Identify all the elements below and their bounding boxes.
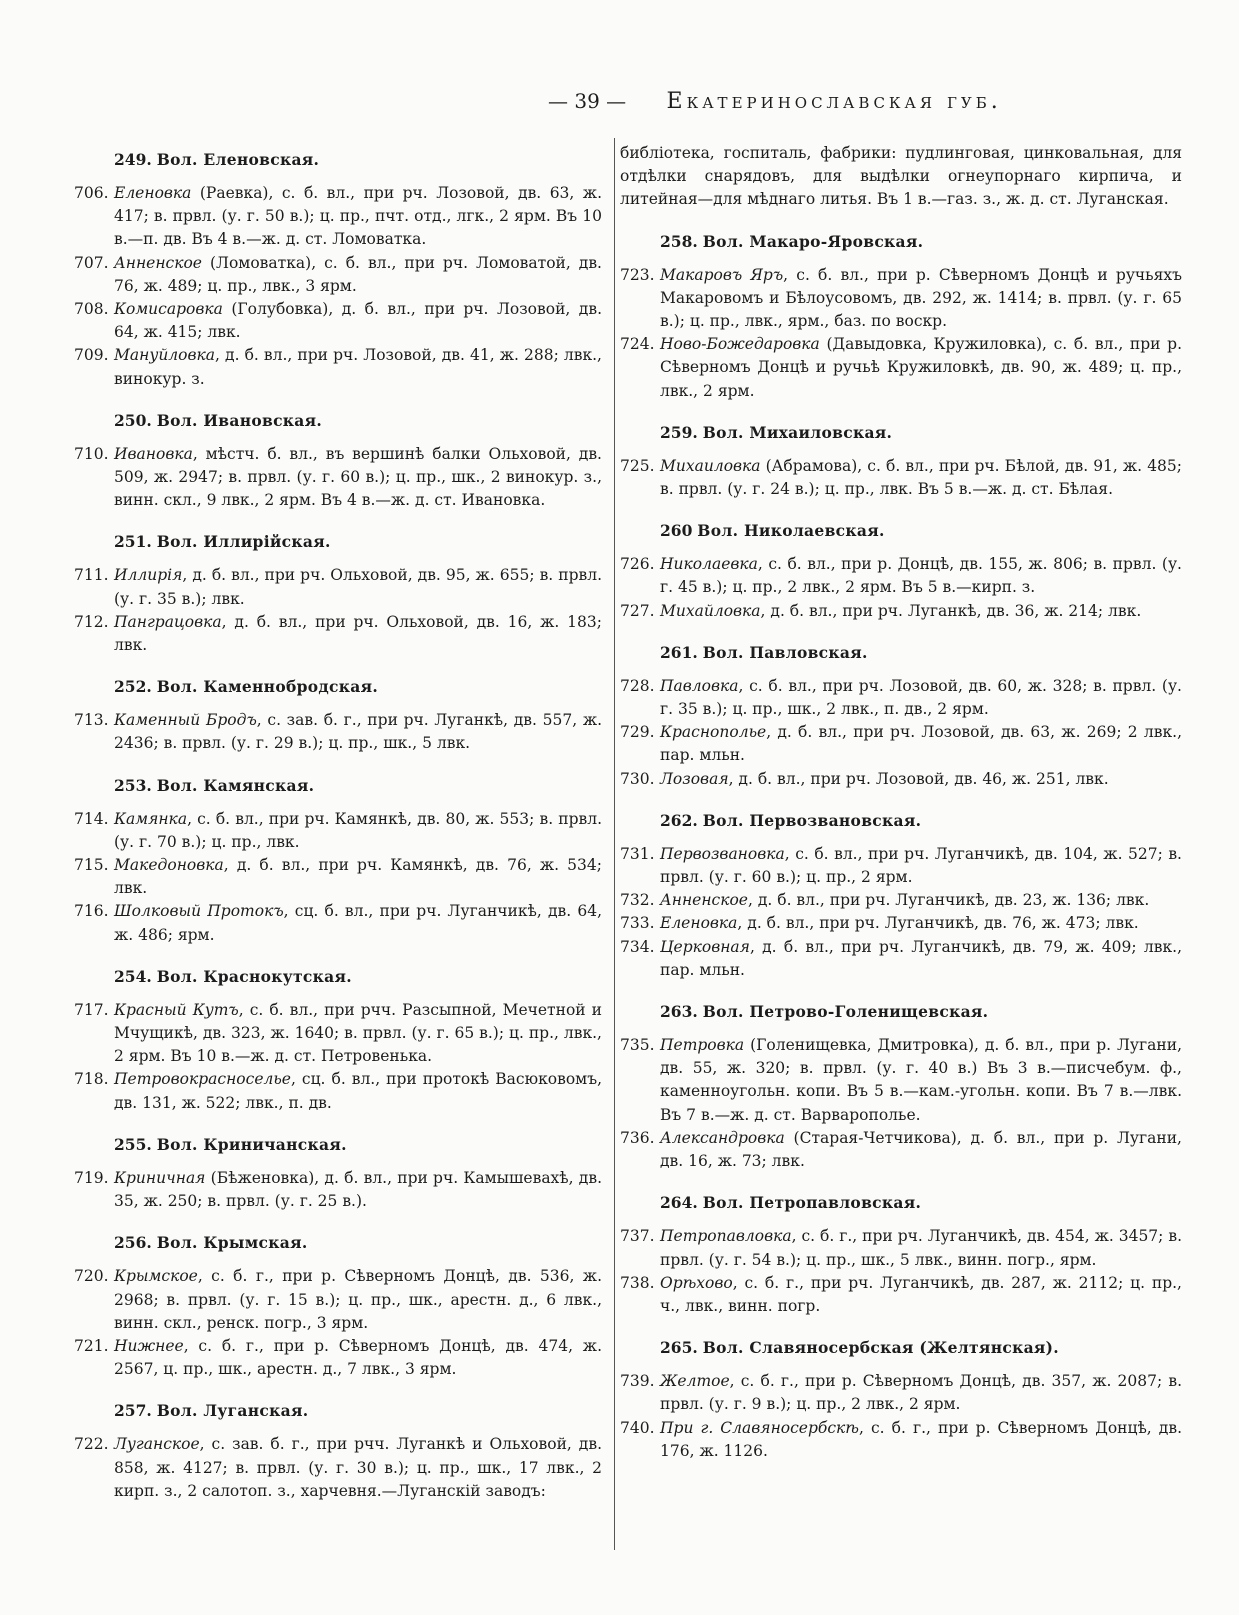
settlement-name: Петровокрасноселье <box>114 1070 291 1089</box>
volost-section <box>74 530 602 657</box>
volost-heading <box>74 675 602 699</box>
settlement-description: (Голенищевка, Дмитровка), д. б. вл., при р. Лугани, дв. 55, ж. 320; в. првл. (у. г. 40 в.) Въ 3 в.—писчебум. ф., каменноугольн. копи. Въ 5 в.—кам.-угольн. копи. Въ 7 в.—лвк. Въ 7 в.—ж. д. ст. Варварополье. <box>660 1036 1182 1124</box>
settlement-entry <box>74 1265 602 1335</box>
volost-heading <box>74 409 602 433</box>
settlement-entry <box>74 298 602 344</box>
entry-number: 712. <box>74 612 109 631</box>
volost-number: 252. <box>114 677 152 697</box>
entry-number: 708. <box>74 300 109 319</box>
entry-number: 733. <box>620 914 655 933</box>
volost-name: Вол. Криничанская. <box>156 1134 347 1154</box>
entry-number: 725. <box>620 456 655 475</box>
settlement-entry <box>74 808 602 854</box>
entry-number: 714. <box>74 809 109 828</box>
settlement-description: (Голубовка), д. б. вл., при рч. Лозовой, дв. 64, ж. 415; лвк. <box>114 300 602 342</box>
volost-section <box>74 1399 602 1503</box>
settlement-description: (Бѣженовка), д. б. вл., при рч. Камышевахѣ, дв. 35, ж. 250; в. првл. (у. г. 25 в.). <box>114 1168 602 1211</box>
settlement-name: Павловка <box>660 676 739 695</box>
volost-number: 250. <box>114 410 152 430</box>
entry-number: 737. <box>620 1227 655 1246</box>
settlement-description: , с. б. г., при р. Сѣверномъ Донцѣ, дв. 176, ж. 1126. <box>660 1418 1182 1460</box>
settlement-name: При г. Славяносербскѣ <box>660 1418 859 1437</box>
entry-number: 718. <box>74 1070 109 1089</box>
settlement-description: , с. б. г., при р. Сѣверномъ Донцѣ, дв. 357, ж. 2087; в. првл. (у. г. 9 в.); ц. пр., 2 лвк., 2 ярм. <box>660 1372 1182 1414</box>
settlement-description: (Давыдовка, Кружиловка), с. б. вл., при р. Сѣверномъ Донцѣ и ручьѣ Кружиловкѣ, дв. 90, ж. 489; ц. пр., лвк., 2 ярм. <box>660 335 1182 400</box>
volost-number: 261. <box>660 642 698 662</box>
settlement-entry <box>620 1034 1182 1127</box>
settlement-name: Мануйловка <box>114 346 216 365</box>
settlement-name: Каменный Бродъ <box>114 711 257 730</box>
settlement-name: Орѣхово <box>660 1273 733 1292</box>
settlement-entry <box>620 843 1182 889</box>
volost-heading <box>74 965 602 989</box>
settlement-description: , д. б. вл., при рч. Лозовой, дв. 41, ж. 288; лвк., винокур. з. <box>114 346 602 388</box>
settlement-name: Ново-Божедаровка <box>660 335 820 354</box>
settlement-description: (Ломоватка), с. б. вл., при рч. Ломоватой, дв. 76, ж. 489; ц. пр., лвк., 3 ярм. <box>114 253 602 295</box>
entry-number: 711. <box>74 566 109 585</box>
settlement-entry <box>620 264 1182 334</box>
right-column <box>620 142 1182 1481</box>
volost-heading <box>620 421 1182 445</box>
settlement-description: , д. б. вл., при рч. Ольховой, дв. 95, ж. 655; в. првл. (у. г. 35 в.); лвк. <box>114 566 602 608</box>
volost-name: Вол. Петропавловская. <box>702 1193 922 1213</box>
settlement-entry <box>74 611 602 657</box>
entry-number: 720. <box>74 1267 109 1286</box>
settlement-description: , с. б. вл., при рч. Лозовой, дв. 60, ж. 328; в. првл. (у. г. 35 в.); ц. пр., шк., 2 лвк., п. дв., 2 ярм. <box>660 676 1182 719</box>
settlement-description: , д. б. вл., при рч. Камянкѣ, дв. 76, ж. 534; лвк. <box>114 856 602 898</box>
volost-name: Вол. Славяносербская (Желтянская). <box>702 1338 1059 1358</box>
entry-number: 728. <box>620 676 655 695</box>
volost-number: 262. <box>660 810 698 830</box>
settlement-description: , с. зав. б. г., при рчч. Луганкѣ и Ольховой, дв. 858, ж. 4127; в. првл. (у. г. 30 в.); ц. пр., шк., 17 лвк., 2 кирп. з., 2 салотоп. з., харчевня.—Луганскій заводъ: <box>114 1435 602 1500</box>
entry-number: 709. <box>74 346 109 365</box>
volost-number: 257. <box>114 1401 152 1421</box>
volost-heading <box>620 809 1182 833</box>
volost-number: 254. <box>114 966 152 986</box>
volost-section <box>620 421 1182 501</box>
entry-number: 715. <box>74 856 109 875</box>
volost-name: Вол. Иллирійская. <box>156 532 331 552</box>
settlement-entry <box>74 1068 602 1114</box>
settlement-description: , с. б. вл., при рч. Камянкѣ, дв. 80, ж. 553; в. првл. (у. г. 70 в.); ц. пр., лвк. <box>114 809 602 851</box>
volost-name: Вол. Николаевская. <box>697 521 885 541</box>
settlement-name: Комисаровка <box>114 300 223 319</box>
volost-number: 249. <box>114 150 152 169</box>
settlement-description: , д. б. вл., при рч. Луганчикѣ, дв. 76, ж. 473; лвк. <box>737 914 1139 933</box>
volost-section <box>74 148 602 391</box>
settlement-entry <box>620 1272 1182 1318</box>
settlement-entry <box>74 344 602 390</box>
settlement-name: Камянка <box>114 809 188 828</box>
settlement-entry <box>620 1225 1182 1271</box>
settlement-name: Красный Кутъ <box>114 1000 239 1019</box>
settlement-name: Михайловка <box>660 601 761 620</box>
settlement-name: Македоновка <box>114 856 224 875</box>
settlement-description: , с. б. вл., при р. Сѣверномъ Донцѣ и ручьяхъ Макаровомъ и Бѣлоусовомъ, дв. 292, ж. 1414; в. првл. (у. г. 65 в.); ц. пр., лвк., ярм., баз. по воскр. <box>660 265 1183 331</box>
settlement-entry <box>620 1370 1182 1416</box>
volost-name: Вол. Первозвановская. <box>702 810 922 830</box>
entry-number: 739. <box>620 1372 655 1391</box>
volost-section <box>620 809 1182 982</box>
settlement-name: Анненское <box>660 891 748 910</box>
settlement-name: Краснополье <box>660 723 767 742</box>
entry-number: 717. <box>74 1000 109 1019</box>
settlement-entry <box>620 553 1182 599</box>
settlement-entry <box>74 999 602 1069</box>
volost-heading <box>620 1191 1182 1215</box>
entry-number: 730. <box>620 769 655 788</box>
settlement-name: Еленовка <box>660 914 738 933</box>
settlement-name: Желтое <box>660 1372 730 1391</box>
settlement-name: Шолковый Протокъ <box>114 902 284 921</box>
volost-heading <box>620 1000 1182 1024</box>
volost-name: Вол. Крымская. <box>156 1233 308 1253</box>
settlement-entry <box>74 1433 602 1503</box>
settlement-entry <box>74 854 602 900</box>
volost-section <box>74 1133 602 1213</box>
volost-section <box>620 1191 1182 1318</box>
volost-name: Вол. Каменнобродская. <box>156 677 379 697</box>
volost-name: Вол. Еленовская. <box>156 150 320 169</box>
volost-heading <box>74 1133 602 1157</box>
settlement-description: , д. б. вл., при рч. Луганкѣ, дв. 36, ж. 214; лвк. <box>760 601 1142 620</box>
entry-number: 713. <box>74 711 109 730</box>
settlement-entry <box>74 443 602 513</box>
entry-number: 726. <box>620 555 655 574</box>
settlement-name: Иллирія <box>114 566 183 585</box>
volost-heading <box>74 1231 602 1255</box>
settlement-name: Михаиловка <box>660 456 761 475</box>
right-column-sections <box>620 230 1182 1463</box>
settlement-entry <box>620 455 1182 501</box>
volost-section <box>74 1231 602 1381</box>
volost-section <box>74 965 602 1115</box>
entry-number: 707. <box>74 253 109 272</box>
settlement-description: , сц. б. вл., при рч. Луганчикѣ, дв. 64, ж. 486; ярм. <box>114 902 603 944</box>
settlement-description: , с. зав. б. г., при рч. Луганкѣ, дв. 557, ж. 2436; в. првл. (у. г. 29 в.); ц. пр., шк., 5 лвк. <box>114 711 603 753</box>
volost-heading <box>74 148 602 172</box>
volost-name: Вол. Павловская. <box>702 642 868 662</box>
volost-section <box>74 675 602 755</box>
entry-number: 721. <box>74 1336 109 1355</box>
settlement-description: , с. б. г., при рч. Луганчикѣ, дв. 287, ж. 2112; ц. пр., ч., лвк., винн. погр. <box>660 1273 1182 1315</box>
entry-number: 710. <box>74 444 109 463</box>
entry-number: 732. <box>620 891 655 910</box>
settlement-name: Первозвановка <box>660 844 785 863</box>
entry-number: 727. <box>620 601 655 620</box>
entry-number: 738. <box>620 1273 655 1292</box>
settlement-name: Луганское <box>114 1435 200 1454</box>
settlement-description: , д. б. вл., при рч. Лозовой, дв. 46, ж. 251, лвк. <box>728 769 1109 788</box>
volost-heading <box>620 641 1182 665</box>
settlement-description: , д. б. вл., при рч. Луганчикѣ, дв. 79, ж. 409; лвк., пар. мльн. <box>660 937 1182 979</box>
page-number: — 39 — <box>548 89 627 113</box>
entry-number: 724. <box>620 335 655 354</box>
settlement-entry <box>74 1335 602 1381</box>
settlement-name: Лозовая <box>660 769 729 788</box>
settlement-description: (Абрамова), с. б. вл., при рч. Бѣлой, дв. 91, ж. 485; в. првл. (у. г. 24 в.); ц. пр., лвк. Въ 5 в.—ж. д. ст. Бѣлая. <box>660 456 1182 499</box>
volost-section <box>620 1336 1182 1463</box>
settlement-name: Петровка <box>660 1036 745 1055</box>
settlement-name: Церковная <box>660 937 750 956</box>
volost-name: Вол. Макаро-Яровская. <box>702 231 924 251</box>
volost-name: Вол. Краснокутская. <box>156 966 352 986</box>
entry-number: 736. <box>620 1128 655 1147</box>
continued-entry-text: библіотека, госпиталь, фабрики: пудлинговая, цинковальная, для отдѣлки снарядовъ, для выдѣлки огнеупорнаго кирпича, и литейная—для мѣднаго литья. Въ 1 в.—газ. з., ж. д. ст. Луганская. <box>620 144 1182 209</box>
volost-section <box>620 1000 1182 1173</box>
column-divider <box>614 138 615 1550</box>
entry-number: 722. <box>74 1435 109 1454</box>
entry-number: 735. <box>620 1036 655 1055</box>
entry-number: 723. <box>620 265 655 284</box>
entry-number: 731. <box>620 844 655 863</box>
volost-number: 263. <box>660 1002 698 1022</box>
volost-number: 260 <box>660 521 693 541</box>
settlement-description: , с. б. вл., при рчч. Разсыпной, Мечетной и Мчущикѣ, дв. 323, ж. 1640; в. првл. (у. г. 65 в.); ц. пр., лвк., 2 ярм. Въ 10 в.—ж. д. ст. Петровенька. <box>114 1000 602 1066</box>
settlement-name: Анненское <box>114 253 202 272</box>
volost-name: Вол. Луганская. <box>156 1401 309 1421</box>
settlement-entry <box>620 1417 1182 1463</box>
settlement-description: , мѣстч. б. вл., въ вершинѣ балки Ольховой, дв. 509, ж. 2947; в. првл. (у. г. 60 в.); ц. пр., шк., 2 винокур. з., винн. скл., 9 лвк., 2 ярм. Въ 4 в.—ж. д. ст. Ивановка. <box>114 444 602 510</box>
settlement-entry <box>620 912 1182 935</box>
settlement-entry <box>74 900 602 946</box>
settlement-description: , д. б. вл., при рч. Луганчикѣ, дв. 23, ж. 136; лвк. <box>747 891 1150 910</box>
settlement-entry <box>74 252 602 298</box>
settlement-name: Криничная <box>114 1168 206 1187</box>
settlement-name: Крымское <box>114 1267 198 1286</box>
volost-heading <box>74 530 602 554</box>
volost-number: 265. <box>660 1338 698 1358</box>
volost-number: 258. <box>660 231 698 251</box>
settlement-description: , сц. б. вл., при протокѣ Васюковомъ, дв. 131, ж. 522; лвк., п. дв. <box>114 1070 602 1112</box>
settlement-entry <box>620 600 1182 623</box>
settlement-entry <box>620 889 1182 912</box>
settlement-name: Еленовка <box>114 184 192 202</box>
settlement-description: , с. б. г., при р. Сѣверномъ Донцѣ, дв. 474, ж. 2567, ц. пр., шк., арестн. д., 7 лвк., 3 ярм. <box>114 1336 602 1379</box>
volost-section <box>620 230 1182 403</box>
page-title: Екатеринославская губ. <box>666 89 1002 114</box>
entry-number: 729. <box>620 723 655 742</box>
entry-number: 706. <box>74 184 109 202</box>
settlement-description: (Раевка), с. б. вл., при рч. Лозовой, дв. 63, ж. 417; в. првл. (у. г. 50 в.); ц. пр., пчт. отд., лгк., 2 ярм. Въ 10 в.—п. дв. Въ 4 в.—ж. д. ст. Ломоватка. <box>114 184 602 249</box>
volost-number: 251. <box>114 532 152 552</box>
volost-section <box>620 641 1182 791</box>
settlement-entry <box>620 936 1182 982</box>
volost-number: 253. <box>114 775 152 795</box>
settlement-name: Панграцовка <box>114 612 222 631</box>
volost-heading <box>620 1336 1182 1360</box>
settlement-entry <box>74 709 602 755</box>
volost-name: Вол. Михаиловская. <box>702 422 893 442</box>
settlement-name: Ивановка <box>114 444 193 463</box>
settlement-entry <box>74 564 602 610</box>
settlement-entry <box>620 768 1182 791</box>
settlement-entry <box>620 721 1182 767</box>
volost-section <box>74 409 602 513</box>
settlement-description: , с. б. г., при рч. Луганчикѣ, дв. 454, ж. 3457; в. првл. (у. г. 54 в.); ц. пр., шк., 5 лвк., винн. погр., ярм. <box>660 1227 1182 1269</box>
volost-heading <box>620 230 1182 254</box>
volost-section <box>620 519 1182 623</box>
settlement-description: , с. б. г., при р. Сѣверномъ Донцѣ, дв. 536, ж. 2968; в. првл. (у. г. 15 в.); ц. пр., шк., арестн. д., 6 лвк., винн. скл., ренск. погр., 3 ярм. <box>114 1267 602 1332</box>
settlement-description: , д. б. вл., при рч. Ольховой, дв. 16, ж. 183; лвк. <box>114 612 602 655</box>
settlement-name: Александровка <box>660 1128 785 1147</box>
volost-name: Вол. Камянская. <box>156 775 315 795</box>
volost-number: 255. <box>114 1134 152 1154</box>
volost-heading <box>74 1399 602 1423</box>
settlement-description: , д. б. вл., при рч. Лозовой, дв. 63, ж. 269; 2 лвк., пар. мльн. <box>660 723 1182 765</box>
volost-number: 256. <box>114 1233 152 1253</box>
settlement-name: Николаевка <box>660 555 758 574</box>
settlement-description: , с. б. вл., при рч. Луганчикѣ, дв. 104, ж. 527; в. првл. (у. г. 60 в.); ц. пр., 2 ярм. <box>660 844 1182 887</box>
volost-number: 264. <box>660 1193 698 1213</box>
settlement-description: (Старая-Четчикова), д. б. вл., при р. Лугани, дв. 16, ж. 73; лвк. <box>660 1128 1182 1171</box>
volost-heading <box>74 774 602 798</box>
volost-name: Вол. Ивановская. <box>156 410 323 430</box>
settlement-entry <box>74 1167 602 1213</box>
settlement-name: Петропавловка <box>660 1227 792 1246</box>
volost-heading <box>620 519 1182 543</box>
settlement-description: , с. б. вл., при р. Донцѣ, дв. 155, ж. 806; в. првл. (у. г. 45 в.); ц. пр., 2 лвк., 2 ярм. Въ 5 в.—кирп. з. <box>660 555 1182 597</box>
settlement-entry <box>620 675 1182 721</box>
volost-name: Вол. Петрово-Голенищевская. <box>702 1002 989 1022</box>
left-column <box>74 142 602 1521</box>
settlement-entry <box>74 182 602 252</box>
entry-number: 716. <box>74 902 109 921</box>
settlement-entry <box>620 1127 1182 1173</box>
settlement-name: Нижнее <box>114 1336 184 1355</box>
entry-number: 734. <box>620 937 655 956</box>
entry-number: 740. <box>620 1418 655 1437</box>
volost-section <box>74 774 602 947</box>
settlement-entry <box>620 333 1182 403</box>
entry-number: 719. <box>74 1168 109 1187</box>
settlement-name: Макаровъ Яръ <box>660 265 784 284</box>
volost-number: 259. <box>660 422 698 442</box>
running-head <box>548 84 1168 118</box>
